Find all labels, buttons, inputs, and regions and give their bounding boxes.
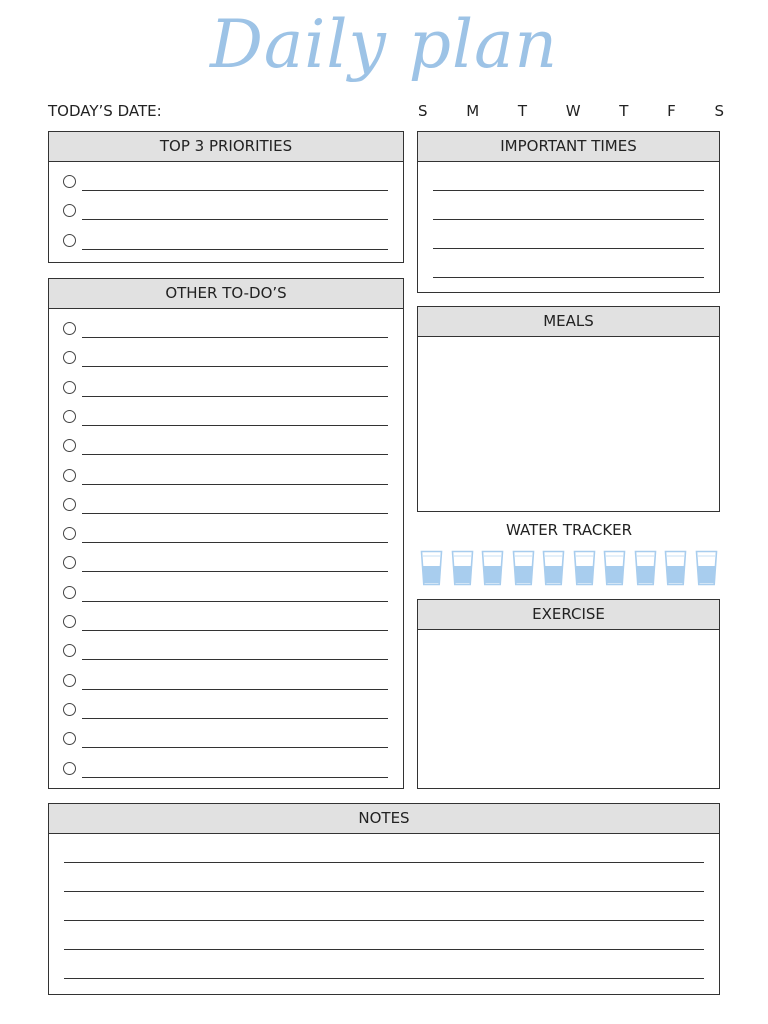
notes-line[interactable] — [64, 920, 704, 921]
todo-item — [49, 668, 403, 697]
todo-writing-line[interactable] — [82, 630, 388, 631]
day-thursday[interactable]: T — [619, 102, 629, 120]
priority-writing-line[interactable] — [82, 190, 388, 191]
todo-checkbox[interactable] — [63, 351, 76, 364]
todo-writing-line[interactable] — [82, 513, 388, 514]
important-time-line[interactable] — [433, 277, 704, 278]
notes-line[interactable] — [64, 978, 704, 979]
todo-item — [49, 550, 403, 579]
water-glass-icon[interactable] — [664, 550, 687, 586]
todo-checkbox[interactable] — [63, 556, 76, 569]
day-monday[interactable]: M — [466, 102, 480, 120]
day-tuesday[interactable]: T — [517, 102, 528, 120]
water-glass-icon[interactable] — [542, 550, 565, 586]
meals-section — [417, 306, 720, 512]
priority-item — [49, 198, 403, 227]
todo-writing-line[interactable] — [82, 571, 388, 572]
todo-checkbox[interactable] — [63, 703, 76, 716]
todo-item — [49, 463, 403, 492]
water-glasses-row — [420, 550, 720, 586]
page-title: Daily plan — [210, 6, 558, 83]
notes-section — [48, 803, 720, 995]
todo-writing-line[interactable] — [82, 454, 388, 455]
water-glass-icon[interactable] — [481, 550, 504, 586]
todo-writing-line[interactable] — [82, 366, 388, 367]
todo-item — [49, 345, 403, 374]
priorities-header: TOP 3 PRIORITIES — [49, 132, 403, 162]
todo-item — [49, 404, 403, 433]
todo-checkbox[interactable] — [63, 498, 76, 511]
priority-item — [49, 169, 403, 198]
todo-writing-line[interactable] — [82, 747, 388, 748]
todo-writing-line[interactable] — [82, 718, 388, 719]
other-todos-header: OTHER TO-DO’S — [49, 279, 403, 309]
todo-checkbox[interactable] — [63, 381, 76, 394]
todo-checkbox[interactable] — [63, 644, 76, 657]
other-todos-section — [48, 278, 404, 789]
exercise-header: EXERCISE — [418, 600, 719, 630]
priority-item — [49, 228, 403, 257]
meals-writing-area[interactable] — [418, 337, 719, 511]
todo-item — [49, 316, 403, 345]
todo-item — [49, 756, 403, 785]
todo-item — [49, 521, 403, 550]
day-sunday[interactable]: S — [418, 102, 428, 120]
important-time-line[interactable] — [433, 219, 704, 220]
todo-writing-line[interactable] — [82, 484, 388, 485]
todo-checkbox[interactable] — [63, 410, 76, 423]
meals-header: MEALS — [418, 307, 719, 337]
todo-checkbox[interactable] — [63, 674, 76, 687]
water-glass-icon[interactable] — [603, 550, 626, 586]
water-glass-icon[interactable] — [451, 550, 474, 586]
priority-writing-line[interactable] — [82, 249, 388, 250]
notes-line[interactable] — [64, 862, 704, 863]
todo-item — [49, 697, 403, 726]
weekday-selector — [418, 102, 724, 120]
priority-checkbox[interactable] — [63, 175, 76, 188]
day-wednesday[interactable]: W — [565, 102, 581, 120]
day-saturday[interactable]: S — [714, 102, 724, 120]
priority-writing-line[interactable] — [82, 219, 388, 220]
todo-checkbox[interactable] — [63, 527, 76, 540]
todo-writing-line[interactable] — [82, 659, 388, 660]
notes-line[interactable] — [64, 949, 704, 950]
todo-writing-line[interactable] — [82, 425, 388, 426]
water-tracker-label: WATER TRACKER — [505, 521, 633, 539]
todo-checkbox[interactable] — [63, 732, 76, 745]
todo-checkbox[interactable] — [63, 586, 76, 599]
important-time-line[interactable] — [433, 248, 704, 249]
todo-writing-line[interactable] — [82, 396, 388, 397]
water-glass-icon[interactable] — [573, 550, 596, 586]
todo-item — [49, 609, 403, 638]
todo-item — [49, 580, 403, 609]
todo-item — [49, 638, 403, 667]
day-friday[interactable]: F — [667, 102, 676, 120]
todo-writing-line[interactable] — [82, 337, 388, 338]
important-time-line[interactable] — [433, 190, 704, 191]
notes-header: NOTES — [49, 804, 719, 834]
todo-checkbox[interactable] — [63, 322, 76, 335]
todo-writing-line[interactable] — [82, 777, 388, 778]
todo-item — [49, 433, 403, 462]
todo-writing-line[interactable] — [82, 542, 388, 543]
exercise-section — [417, 599, 720, 789]
notes-line[interactable] — [64, 891, 704, 892]
todo-checkbox[interactable] — [63, 439, 76, 452]
todo-checkbox[interactable] — [63, 615, 76, 628]
todays-date-label: TODAY’S DATE: — [48, 102, 162, 120]
todo-item — [49, 375, 403, 404]
todo-writing-line[interactable] — [82, 689, 388, 690]
priority-checkbox[interactable] — [63, 234, 76, 247]
important-times-header: IMPORTANT TIMES — [418, 132, 719, 162]
water-glass-icon[interactable] — [512, 550, 535, 586]
exercise-writing-area[interactable] — [418, 630, 719, 788]
priorities-section — [48, 131, 404, 263]
todo-item — [49, 492, 403, 521]
todo-writing-line[interactable] — [82, 601, 388, 602]
todo-checkbox[interactable] — [63, 762, 76, 775]
todo-checkbox[interactable] — [63, 469, 76, 482]
priority-checkbox[interactable] — [63, 204, 76, 217]
water-glass-icon[interactable] — [420, 550, 443, 586]
water-glass-icon[interactable] — [634, 550, 657, 586]
water-glass-icon[interactable] — [695, 550, 718, 586]
important-times-section — [417, 131, 720, 293]
todo-item — [49, 726, 403, 755]
